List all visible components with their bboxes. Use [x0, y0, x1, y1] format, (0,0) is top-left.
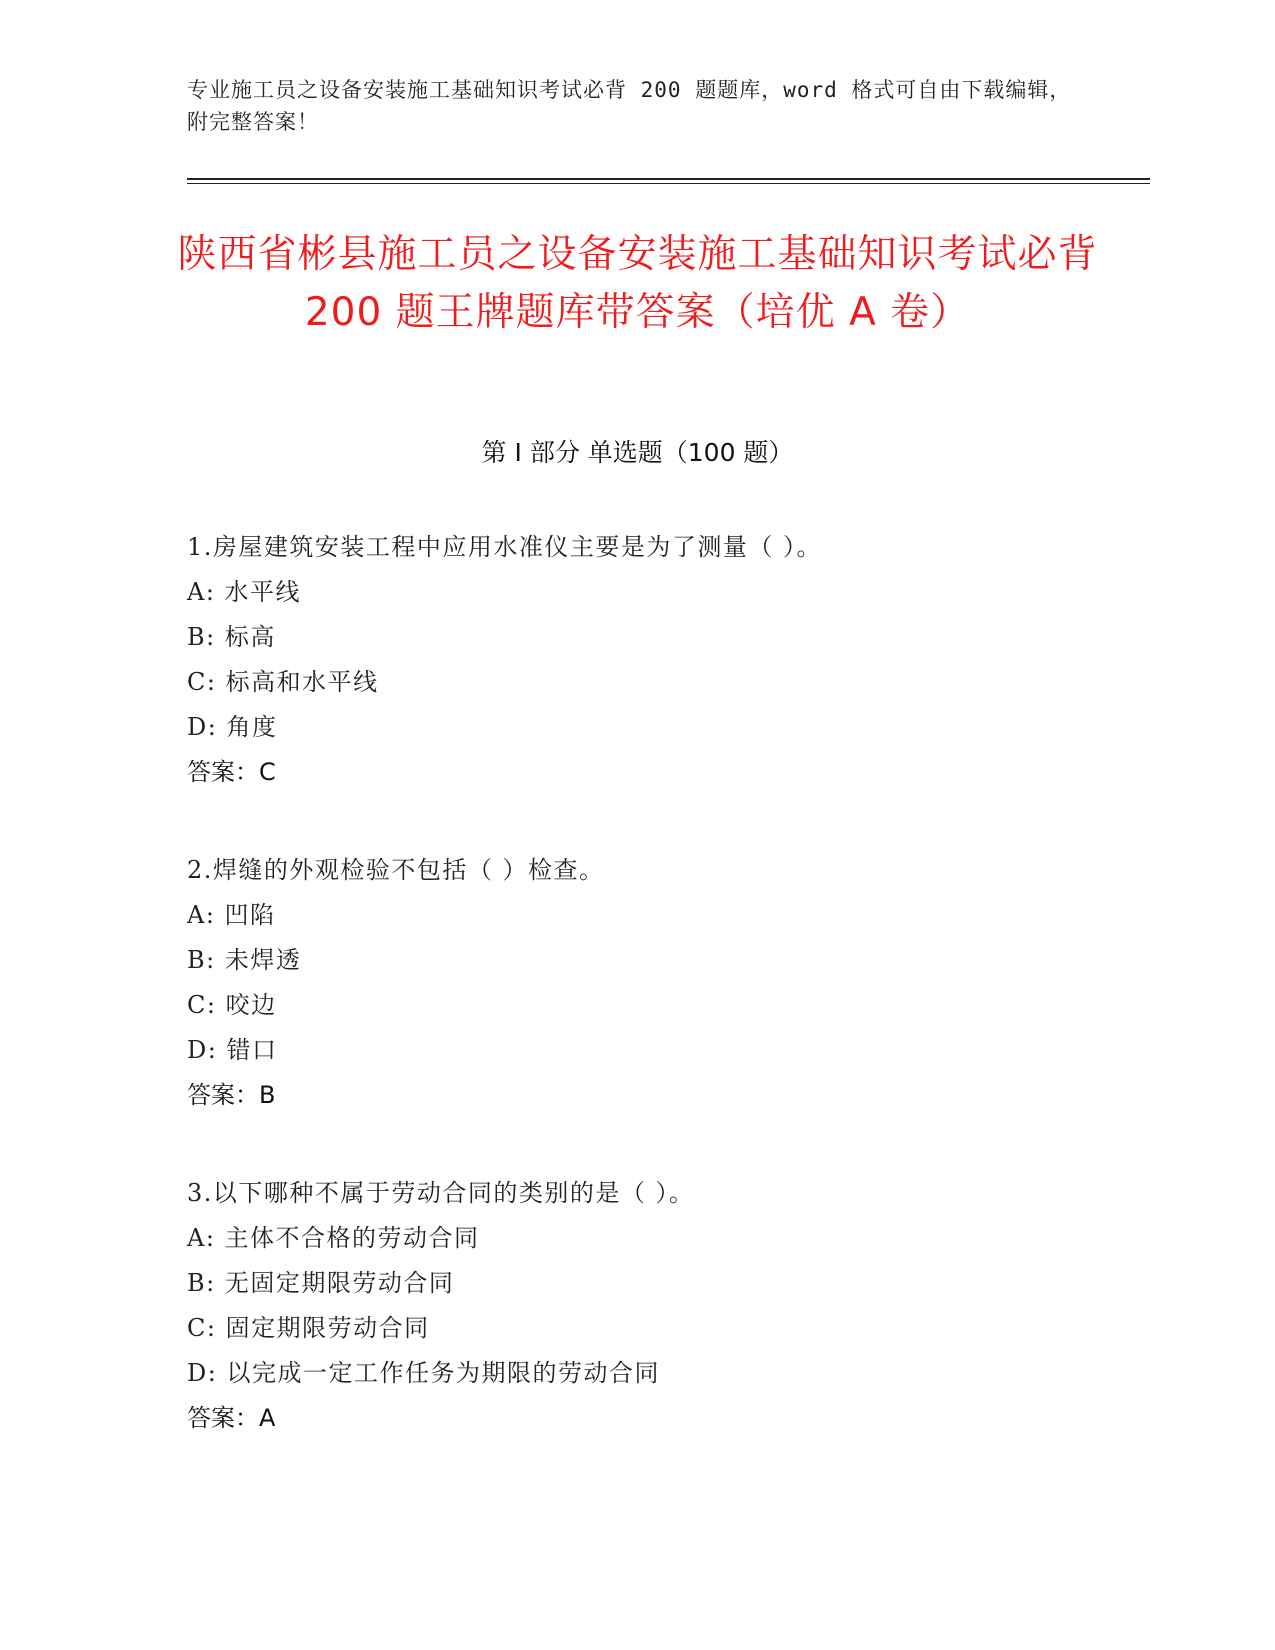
question-stem: 2.焊缝的外观检验不包括（ ）检查。	[187, 856, 605, 884]
option-b: B: 标高	[187, 623, 276, 651]
option-a: A: 凹陷	[187, 901, 276, 929]
document-title: 陕西省彬县施工员之设备安装施工基础知识考试必背 200 题王牌题库带答案（培优 A 卷）	[177, 232, 1098, 335]
option-c: C: 固定期限劳动合同	[187, 1314, 430, 1342]
header-rule-thin	[187, 183, 1150, 184]
question-stem: 3.以下哪种不属于劳动合同的类别的是（ ）。	[187, 1179, 695, 1207]
answer: 答案：A	[187, 1404, 276, 1432]
header-rule-thick	[187, 178, 1150, 180]
option-d: D: 以完成一定工作任务为期限的劳动合同	[187, 1359, 660, 1387]
header-note: 专业施工员之设备安装施工基础知识考试必背 200 题题库，word 格式可自由下载编辑，附完整答案！	[187, 78, 1072, 134]
option-c: C: 咬边	[187, 991, 277, 1019]
option-b: B: 未焊透	[187, 946, 302, 974]
question-3	[187, 1171, 1147, 1441]
option-a: A: 水平线	[187, 578, 302, 606]
question-stem: 1.房屋建筑安装工程中应用水准仪主要是为了测量（ ）。	[187, 533, 823, 561]
section-title: 第 I 部分 单选题（100 题）	[481, 438, 794, 467]
answer: 答案：C	[187, 758, 276, 786]
answer: 答案：B	[187, 1081, 276, 1109]
option-d: D: 角度	[187, 713, 278, 741]
question-1	[187, 525, 1147, 795]
question-2	[187, 848, 1147, 1118]
option-b: B: 无固定期限劳动合同	[187, 1269, 455, 1297]
option-c: C: 标高和水平线	[187, 668, 379, 696]
option-d: D: 错口	[187, 1036, 278, 1064]
option-a: A: 主体不合格的劳动合同	[187, 1224, 480, 1252]
question-list	[187, 525, 1147, 1494]
